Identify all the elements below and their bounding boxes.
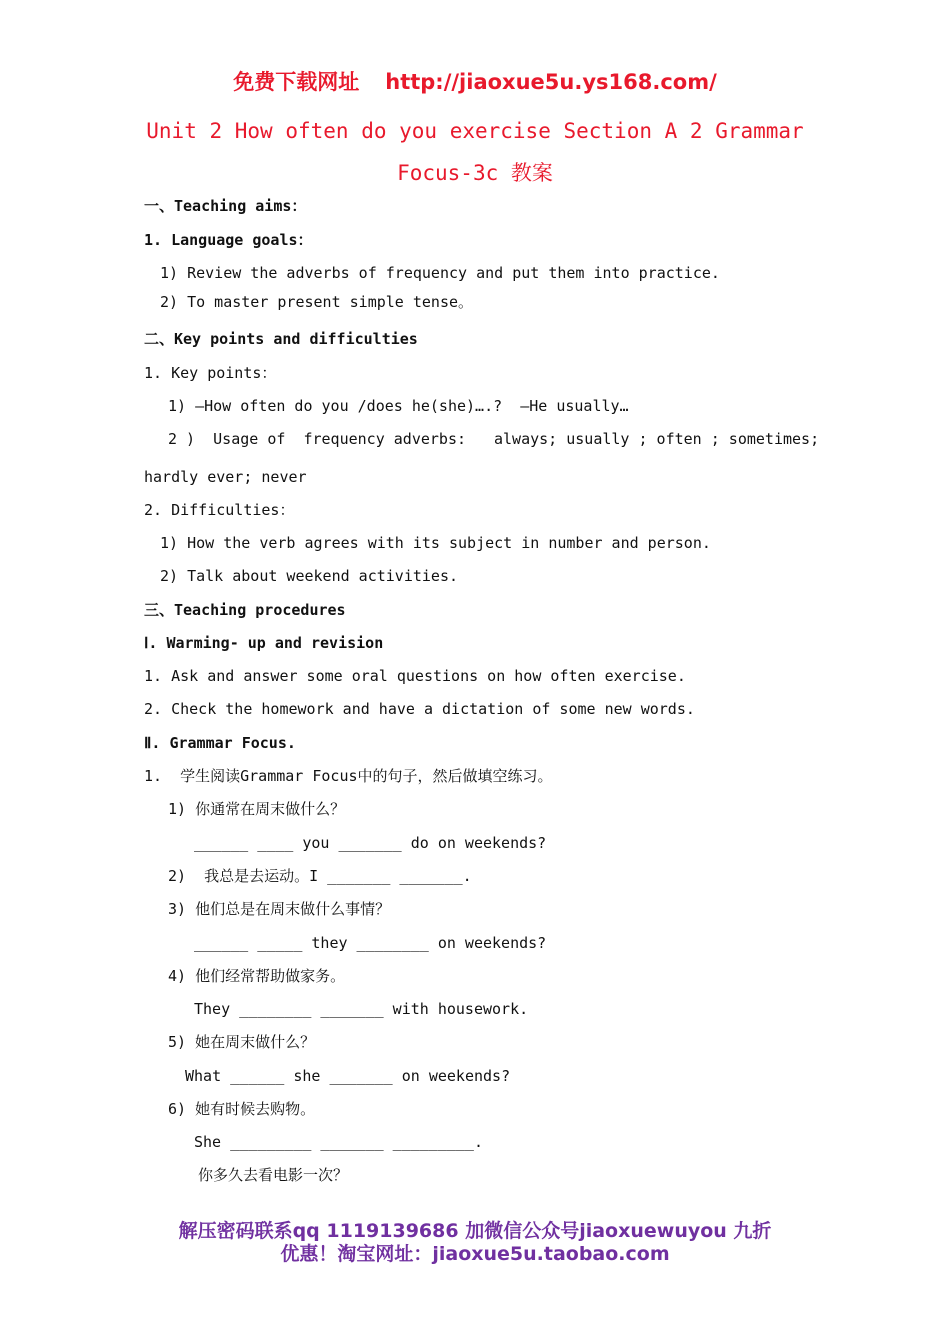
key-point-adverbs-cont: hardly ever; never: [144, 468, 307, 486]
grammar-focus-intro: 1. 学生阅读Grammar Focus中的句子，然后做填空练习。: [144, 767, 553, 785]
exercise-blank-line: ______ _____ they ________ on weekends?: [194, 934, 547, 952]
exercise-blank-line: What ______ she _______ on weekends?: [185, 1067, 511, 1085]
exercise-chinese: 1) 你通常在周末做什么？: [168, 800, 346, 818]
footer-contact-line: 解压密码联系qq 1119139686 加微信公众号jiaoxuewuyou 九折: [178, 1220, 772, 1242]
exercise-chinese: 2) 我总是去运动。I _______ _______.: [168, 867, 472, 885]
section1-subheading: 1. Language goals：: [144, 231, 313, 249]
section2-heading: 二、Key points and difficulties: [144, 330, 418, 348]
document-title-line1: Unit 2 How often do you exercise Section A 2 Grammar: [146, 119, 804, 143]
difficulties-label: 2. Difficulties：: [144, 501, 295, 519]
warming-up-item: 1. Ask and answer some oral questions on how often exercise.: [144, 667, 686, 685]
exercise-blank-line: She _________ _______ _________.: [194, 1133, 483, 1151]
header-url-link[interactable]: http://jiaoxue5u.ys168.com/: [385, 70, 717, 94]
document-title-line2: Focus-3c 教案: [397, 161, 553, 185]
section1-item: 1) Review the adverbs of frequency and put them into practice.: [160, 264, 720, 282]
key-point-item: 2 ) Usage of frequency adverbs:: [168, 430, 467, 448]
warming-up-item: 2. Check the homework and have a dictation of some new words.: [144, 700, 695, 718]
section1-item: 2) To master present simple tense。: [160, 293, 474, 311]
download-header: [0, 66, 950, 96]
exercise-chinese: 3) 他们总是在周末做什么事情？: [168, 900, 391, 918]
exercise-blank-line: They ________ _______ with housework.: [194, 1000, 529, 1018]
exercise-chinese: 6) 她有时候去购物。: [168, 1100, 316, 1118]
key-point-item: 1) —How often do you /does he(she)….? —He usually…: [168, 397, 629, 415]
footer-shop-line: 优惠！淘宝网址：jiaoxue5u.taobao.com: [280, 1243, 670, 1265]
exercise-chinese: 4) 他们经常帮助做家务。: [168, 967, 346, 985]
key-points-label: 1. Key points：: [144, 364, 277, 382]
difficulty-item: 1) How the verb agrees with its subject in number and person.: [160, 534, 711, 552]
section1-heading: 一、Teaching aims：: [144, 197, 307, 215]
warming-up-heading: Ⅰ. Warming- up and revision: [144, 634, 384, 652]
grammar-focus-heading: Ⅱ. Grammar Focus.: [144, 734, 296, 752]
exercise-blank-line: ______ ____ you _______ do on weekends?: [194, 834, 547, 852]
difficulty-item: 2) Talk about weekend activities.: [160, 567, 459, 585]
section3-heading: 三、Teaching procedures: [144, 601, 346, 619]
exercise-chinese: 5) 她在周末做什么？: [168, 1033, 316, 1051]
exercise-chinese: 你多久去看电影一次？: [198, 1166, 349, 1184]
header-label: 免费下载网址: [233, 70, 360, 94]
key-point-adverbs: always; usually ; often ; sometimes;: [494, 430, 820, 448]
